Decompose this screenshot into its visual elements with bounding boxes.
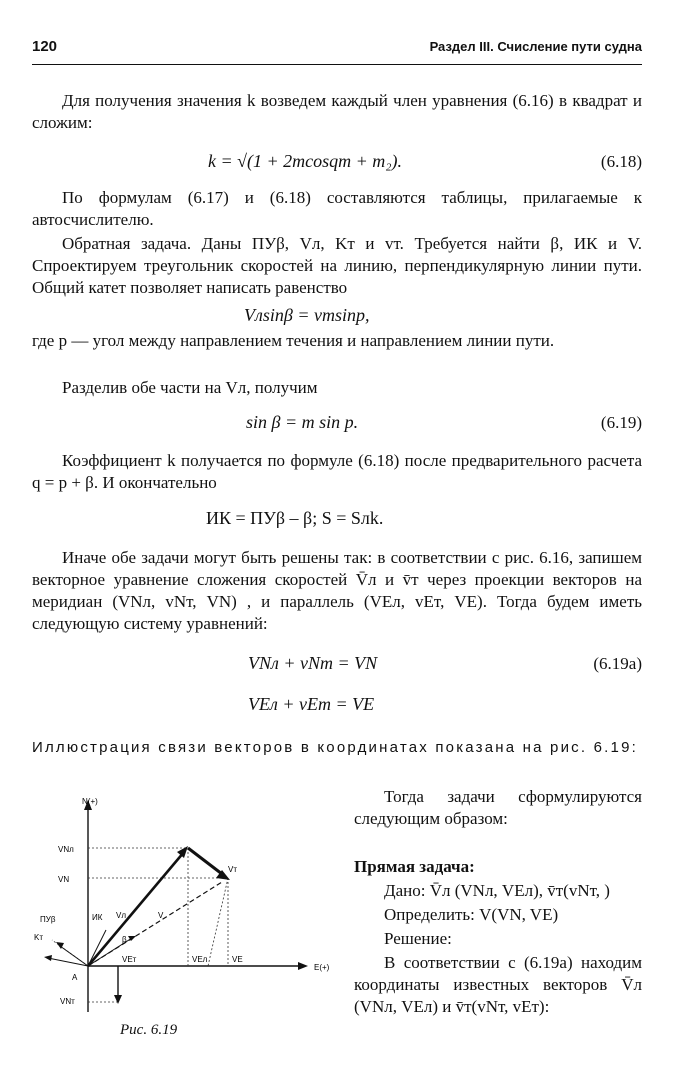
label-vl-small: Vл — [116, 911, 127, 920]
equation-number-6-18: (6.18) — [600, 152, 642, 171]
figure-caption: Рис. 6.19 — [120, 1022, 178, 1038]
formula-6-19a-east: VEл + vEт = VE — [248, 694, 375, 714]
paragraph-4: где p — угол между направлением течения и направлением линии пути. — [32, 331, 555, 350]
direct-problem-heading: Прямая задача: — [354, 857, 475, 876]
formula-sin-equality: Vлsinβ = vтsinp, — [244, 305, 370, 325]
label-kt: Kт — [34, 933, 43, 942]
solution-body: В соответствии с (6.19а) находим координаты известных векторов V̄л (VNл, VEл) и v̄т(vNт, vEт): — [354, 953, 642, 1016]
section-title: Раздел III. Счисление пути судна — [429, 39, 642, 54]
paragraph-5: Разделив обе части на Vл, получим — [62, 378, 318, 397]
vector-diagram — [32, 790, 350, 1022]
formula-ik: ИК = ПУβ – β; S = Sлk. — [206, 508, 384, 528]
label-vn: VN — [58, 875, 70, 884]
label-ik: ИК — [92, 913, 103, 922]
paragraph-1: Для получения значения k возведем каждый член уравнения (6.16) в квадрат и сложим: — [32, 91, 642, 132]
label-ve: VE — [232, 955, 243, 964]
kt-line-arrow — [44, 955, 52, 961]
paragraph-7: Иначе обе задачи могут быть решены так: в соответствии с рис. 6.16, запишем векторное уравнение сложения скоростей V̄л и v̄т через проекции векторов на меридиан (VNл, vNт, VN) , и параллель (VEл, vEт, VE). Тогда будем иметь следующую систему уравнений: — [32, 548, 642, 633]
page-header — [32, 38, 642, 65]
label-beta: β — [122, 935, 127, 944]
label-vel: VEл — [192, 955, 208, 964]
formula-6-19a-north: VNл + vNт = VN — [248, 653, 378, 673]
label-a: A — [72, 973, 78, 982]
paragraph-8: Иллюстрация связи векторов в координатах показана на рис. 6.19: — [32, 739, 638, 756]
paragraph-2: По формулам (6.17) и (6.18) составляются таблицы, прилагаемые к автосчислителю. — [32, 188, 642, 229]
label-v: V — [158, 911, 164, 920]
page-number: 120 — [32, 38, 58, 55]
projection-lines — [52, 848, 228, 1002]
formula-6-19: sin β = m sin p. — [246, 412, 359, 432]
given-line: Дано: V̄л (VNл, VEл), v̄т(vNт, ) — [384, 881, 610, 900]
n-axis-label: N(+) — [82, 797, 98, 806]
paragraph-3: Обратная задача. Даны ПУβ, Vл, Kт и vт. Требуется найти β, ИК и V. Спроектируем треугольник скоростей на линию, перпендикулярную линии пути. Общий катет позволяет написать равенство — [32, 234, 642, 297]
label-puv: ПУβ — [40, 915, 56, 924]
formula-6-18: k = √(1 + 2mcosqт + m₂). — [208, 151, 403, 171]
find-line: Определить: V(VN, VE) — [384, 905, 559, 924]
paragraph-6: Коэффициент k получается по формуле (6.18) после предварительного расчета q = p + β. И окончательно — [32, 451, 642, 492]
label-vt-tip: Vт — [228, 865, 237, 874]
e-axis-label: E(+) — [314, 963, 330, 972]
equation-number-6-19a: (6.19а) — [593, 654, 642, 673]
label-vnt: VNт — [60, 997, 75, 1006]
vector-vl — [88, 852, 184, 966]
vector-vnt-arrow — [114, 995, 122, 1004]
vector-vt — [188, 848, 222, 874]
e-axis-arrow — [298, 962, 308, 970]
equation-number-6-19: (6.19) — [600, 413, 642, 432]
solution-label: Решение: — [384, 929, 452, 948]
label-vnl: VNл — [58, 845, 74, 854]
label-vet: VEт — [122, 955, 137, 964]
vector-vl-arrow — [177, 846, 188, 858]
right-intro: Тогда задачи сформулируются следующим образом: — [354, 787, 642, 828]
